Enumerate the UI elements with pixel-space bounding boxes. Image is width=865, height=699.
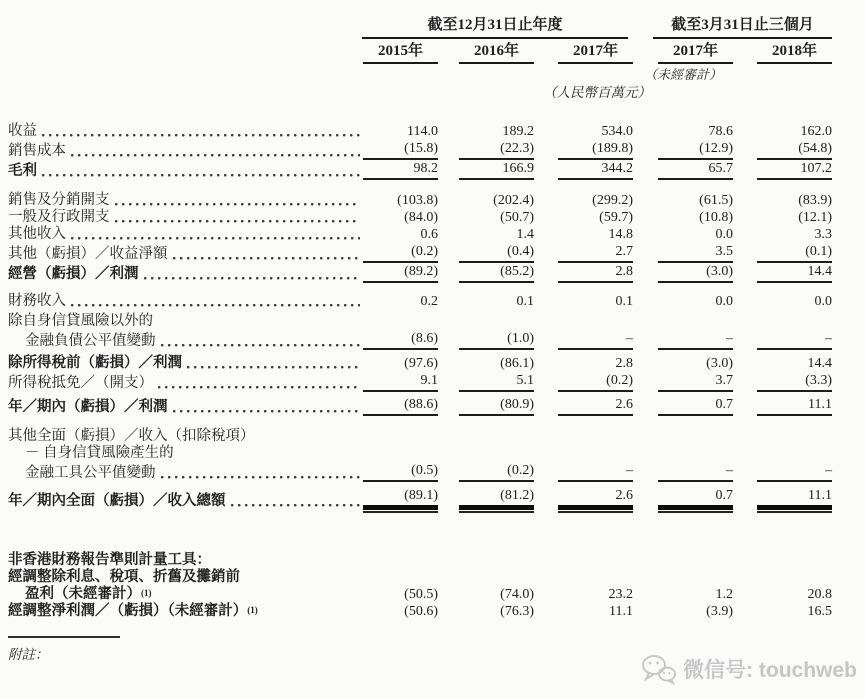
cell-value: (0.1) xyxy=(757,243,832,263)
table-row xyxy=(8,263,832,283)
cell-value: 78.6 xyxy=(708,124,733,139)
cell-value: 0.2 xyxy=(420,294,438,309)
cell-value: (103.8) xyxy=(397,193,438,208)
row-label: 除所得稅前（虧損）／利潤 xyxy=(8,355,182,371)
cell-value: (0.5) xyxy=(363,462,438,482)
row-label: 財務收入 xyxy=(8,293,66,309)
cell-value: 0.7 xyxy=(658,487,733,510)
table-row xyxy=(8,313,832,330)
year-header-row xyxy=(8,39,832,64)
cell-value: (61.5) xyxy=(699,193,733,208)
table-row xyxy=(8,293,832,310)
table-row xyxy=(8,355,832,372)
year-column-2015: 2015年 xyxy=(363,39,438,64)
cell-value: (84.0) xyxy=(404,210,438,225)
cell-value: 5.1 xyxy=(459,372,534,392)
leader-dots xyxy=(115,192,361,209)
row-spacer xyxy=(8,180,832,192)
table-row xyxy=(8,140,832,160)
cell-value: (202.4) xyxy=(493,193,534,208)
leader-dots xyxy=(173,246,361,263)
cell-value: (50.7) xyxy=(500,210,534,225)
row-label: 盈利（未經審計） xyxy=(25,586,141,602)
leader-dots xyxy=(231,493,361,510)
cell-value: 23.2 xyxy=(608,587,633,602)
table-body xyxy=(8,123,832,620)
unaudited-note-row xyxy=(8,64,832,83)
row-label: 經營（虧損）／利潤 xyxy=(8,266,139,282)
year-column-2018q1: 2018年 xyxy=(757,39,832,64)
year-column-2017: 2017年 xyxy=(558,39,633,64)
table-row xyxy=(8,487,832,510)
cell-value: (80.9) xyxy=(459,396,534,416)
cell-value: 2.6 xyxy=(558,487,633,510)
cell-value: (89.2) xyxy=(363,263,438,283)
row-label: 金融負債公平值變動 xyxy=(25,333,156,349)
row-label: 所得稅抵免／（開支） xyxy=(8,375,153,391)
cell-value: 14.4 xyxy=(757,263,832,283)
leader-dots xyxy=(161,333,361,350)
cell-value: (76.3) xyxy=(500,604,534,619)
cell-value: (85.2) xyxy=(459,263,534,283)
table-row xyxy=(8,123,832,140)
row-spacer xyxy=(8,416,832,428)
cell-value: (8.6) xyxy=(363,330,438,350)
cell-value: (15.8) xyxy=(363,140,438,160)
wechat-icon xyxy=(640,653,676,685)
cell-value: (1.0) xyxy=(459,330,534,350)
row-label: 毛利 xyxy=(8,163,37,179)
cell-value: 107.2 xyxy=(757,160,832,180)
cell-value: (299.2) xyxy=(592,193,633,208)
leader-dots xyxy=(42,123,360,140)
cell-value: 11.1 xyxy=(757,396,832,416)
leader-dots xyxy=(158,375,360,392)
row-label: 經調整淨利潤／（虧損）（未經審計） xyxy=(8,603,248,619)
row-label: 經調整除利息、稅項、折舊及攤銷前 xyxy=(8,569,240,585)
leader-dots xyxy=(71,226,360,243)
table-row xyxy=(8,160,832,180)
cell-value: 0.1 xyxy=(516,294,534,309)
cell-value: 0.1 xyxy=(615,294,633,309)
table-row xyxy=(8,372,832,392)
cell-value: 1.2 xyxy=(715,587,733,602)
cell-value: 14.8 xyxy=(608,227,633,242)
cell-value: 3.3 xyxy=(814,227,833,242)
cell-value: 20.8 xyxy=(807,587,833,602)
cell-value: (86.1) xyxy=(500,356,534,371)
footnote-divider xyxy=(8,636,120,638)
table-row xyxy=(8,603,832,620)
cell-value: 3.5 xyxy=(658,243,733,263)
cell-value: (189.8) xyxy=(558,140,633,160)
leader-dots xyxy=(42,163,360,180)
cell-value: (0.2) xyxy=(363,243,438,263)
cell-value: 2.6 xyxy=(558,396,633,416)
cell-value: (3.9) xyxy=(706,604,733,619)
cell-value: 9.1 xyxy=(363,372,438,392)
table-row xyxy=(8,586,832,603)
table-row xyxy=(8,243,832,263)
cell-value: 16.5 xyxy=(807,604,833,619)
row-label: 其他全面（虧損）／收入（扣除稅項） xyxy=(8,428,255,444)
cell-value: – xyxy=(658,330,733,350)
cell-value: (74.0) xyxy=(500,587,534,602)
header-spacer xyxy=(8,83,362,123)
notes-label: 附註： xyxy=(8,647,49,662)
leader-dots xyxy=(144,266,361,283)
table-row xyxy=(8,192,832,209)
table-row xyxy=(8,462,832,482)
cell-value: (88.6) xyxy=(363,396,438,416)
leader-dots xyxy=(173,399,361,416)
cell-value: (0.2) xyxy=(558,372,633,392)
table-row xyxy=(8,396,832,416)
cell-value: – xyxy=(757,330,832,350)
row-label: － 自身信貸風險產生的 xyxy=(25,445,174,461)
row-label: 其他（虧損）／收益淨額 xyxy=(8,246,168,262)
cell-value: 11.1 xyxy=(757,487,832,510)
cell-value: 11.1 xyxy=(609,604,633,619)
cell-value: (0.2) xyxy=(459,462,534,482)
leader-dots xyxy=(115,209,361,226)
cell-value: (83.9) xyxy=(798,193,833,208)
table-row xyxy=(8,552,832,569)
unaudited-note: （未經審計） xyxy=(643,67,722,82)
period-group-annual: 截至12月31日止年度 xyxy=(362,16,628,39)
cell-value: – xyxy=(558,330,633,350)
table-row xyxy=(8,226,832,243)
row-label: 非香港財務報告準則計量工具： xyxy=(8,552,211,568)
cell-value: (0.4) xyxy=(459,243,534,263)
row-label: 年／期內全面（虧損）／收入總額 xyxy=(8,493,226,509)
row-spacer xyxy=(8,510,832,552)
row-label: 一般及行政開支 xyxy=(8,209,110,225)
watermark xyxy=(640,653,857,685)
row-label: 銷售及分銷開支 xyxy=(8,192,110,208)
cell-value: (50.5) xyxy=(404,587,438,602)
cell-value: 3.7 xyxy=(658,372,733,392)
cell-value: – xyxy=(658,462,733,482)
cell-value: 65.7 xyxy=(658,160,733,180)
leader-dots xyxy=(161,465,361,482)
cell-value: 0.0 xyxy=(814,294,833,309)
cell-value: (3.0) xyxy=(706,356,733,371)
cell-value: (97.6) xyxy=(404,356,438,371)
cell-value: – xyxy=(558,462,633,482)
cell-value: (54.8) xyxy=(757,140,832,160)
header-spacer xyxy=(8,16,362,39)
header-spacer xyxy=(733,64,832,83)
table-row xyxy=(8,428,832,445)
cell-value: 189.2 xyxy=(502,124,534,139)
row-label: 年／期內（虧損）／利潤 xyxy=(8,399,168,415)
leader-dots xyxy=(71,143,360,160)
cell-value: 2.8 xyxy=(615,356,633,371)
cell-value: 14.4 xyxy=(807,356,833,371)
table-row xyxy=(8,569,832,586)
year-column-2017q1: 2017年 xyxy=(658,39,733,64)
watermark-text: 微信号: touchweb xyxy=(683,659,857,682)
cell-value: 534.0 xyxy=(601,124,633,139)
header-spacer xyxy=(8,64,633,83)
cell-value: (12.1) xyxy=(798,210,833,225)
cell-value: (89.1) xyxy=(363,487,438,510)
footnote-ref: (1) xyxy=(247,605,258,615)
header-spacer xyxy=(8,39,362,64)
cell-value: 0.0 xyxy=(715,227,733,242)
row-label: 銷售成本 xyxy=(8,143,66,159)
row-label: 其他收入 xyxy=(8,226,66,242)
cell-value: 0.7 xyxy=(658,396,733,416)
cell-value: (81.2) xyxy=(459,487,534,510)
leader-dots xyxy=(71,293,360,310)
cell-value: (3.0) xyxy=(658,263,733,283)
cell-value: 2.8 xyxy=(558,263,633,283)
footnote-ref: (1) xyxy=(141,588,152,598)
cell-value: (3.3) xyxy=(757,372,832,392)
cell-value: 0.6 xyxy=(420,227,438,242)
cell-value: (12.9) xyxy=(658,140,733,160)
row-spacer xyxy=(8,283,832,293)
leader-dots xyxy=(187,355,360,372)
cell-value: 98.2 xyxy=(363,160,438,180)
currency-note: （人民幣百萬元） xyxy=(543,85,651,100)
currency-note-row xyxy=(8,83,832,123)
row-label: 收益 xyxy=(8,123,37,139)
cell-value: 166.9 xyxy=(459,160,534,180)
period-group-row xyxy=(8,16,832,39)
cell-value: (59.7) xyxy=(599,210,633,225)
table-row xyxy=(8,330,832,350)
cell-value: 1.4 xyxy=(516,227,534,242)
table-row xyxy=(8,445,832,462)
cell-value: 162.0 xyxy=(800,124,833,139)
row-label: 金融工具公平值變動 xyxy=(25,465,156,481)
cell-value: 2.7 xyxy=(558,243,633,263)
cell-value: 114.0 xyxy=(407,124,438,139)
cell-value: (50.6) xyxy=(404,604,438,619)
cell-value: 344.2 xyxy=(558,160,633,180)
table-row xyxy=(8,209,832,226)
cell-value: (10.8) xyxy=(699,210,733,225)
cell-value: (22.3) xyxy=(459,140,534,160)
year-column-2016: 2016年 xyxy=(459,39,534,64)
period-group-quarter: 截至3月31日止三個月 xyxy=(653,16,832,39)
financial-table xyxy=(8,16,832,620)
row-label: 除自身信貸風險以外的 xyxy=(8,313,153,329)
cell-value: 0.0 xyxy=(715,294,733,309)
cell-value: – xyxy=(757,462,832,482)
